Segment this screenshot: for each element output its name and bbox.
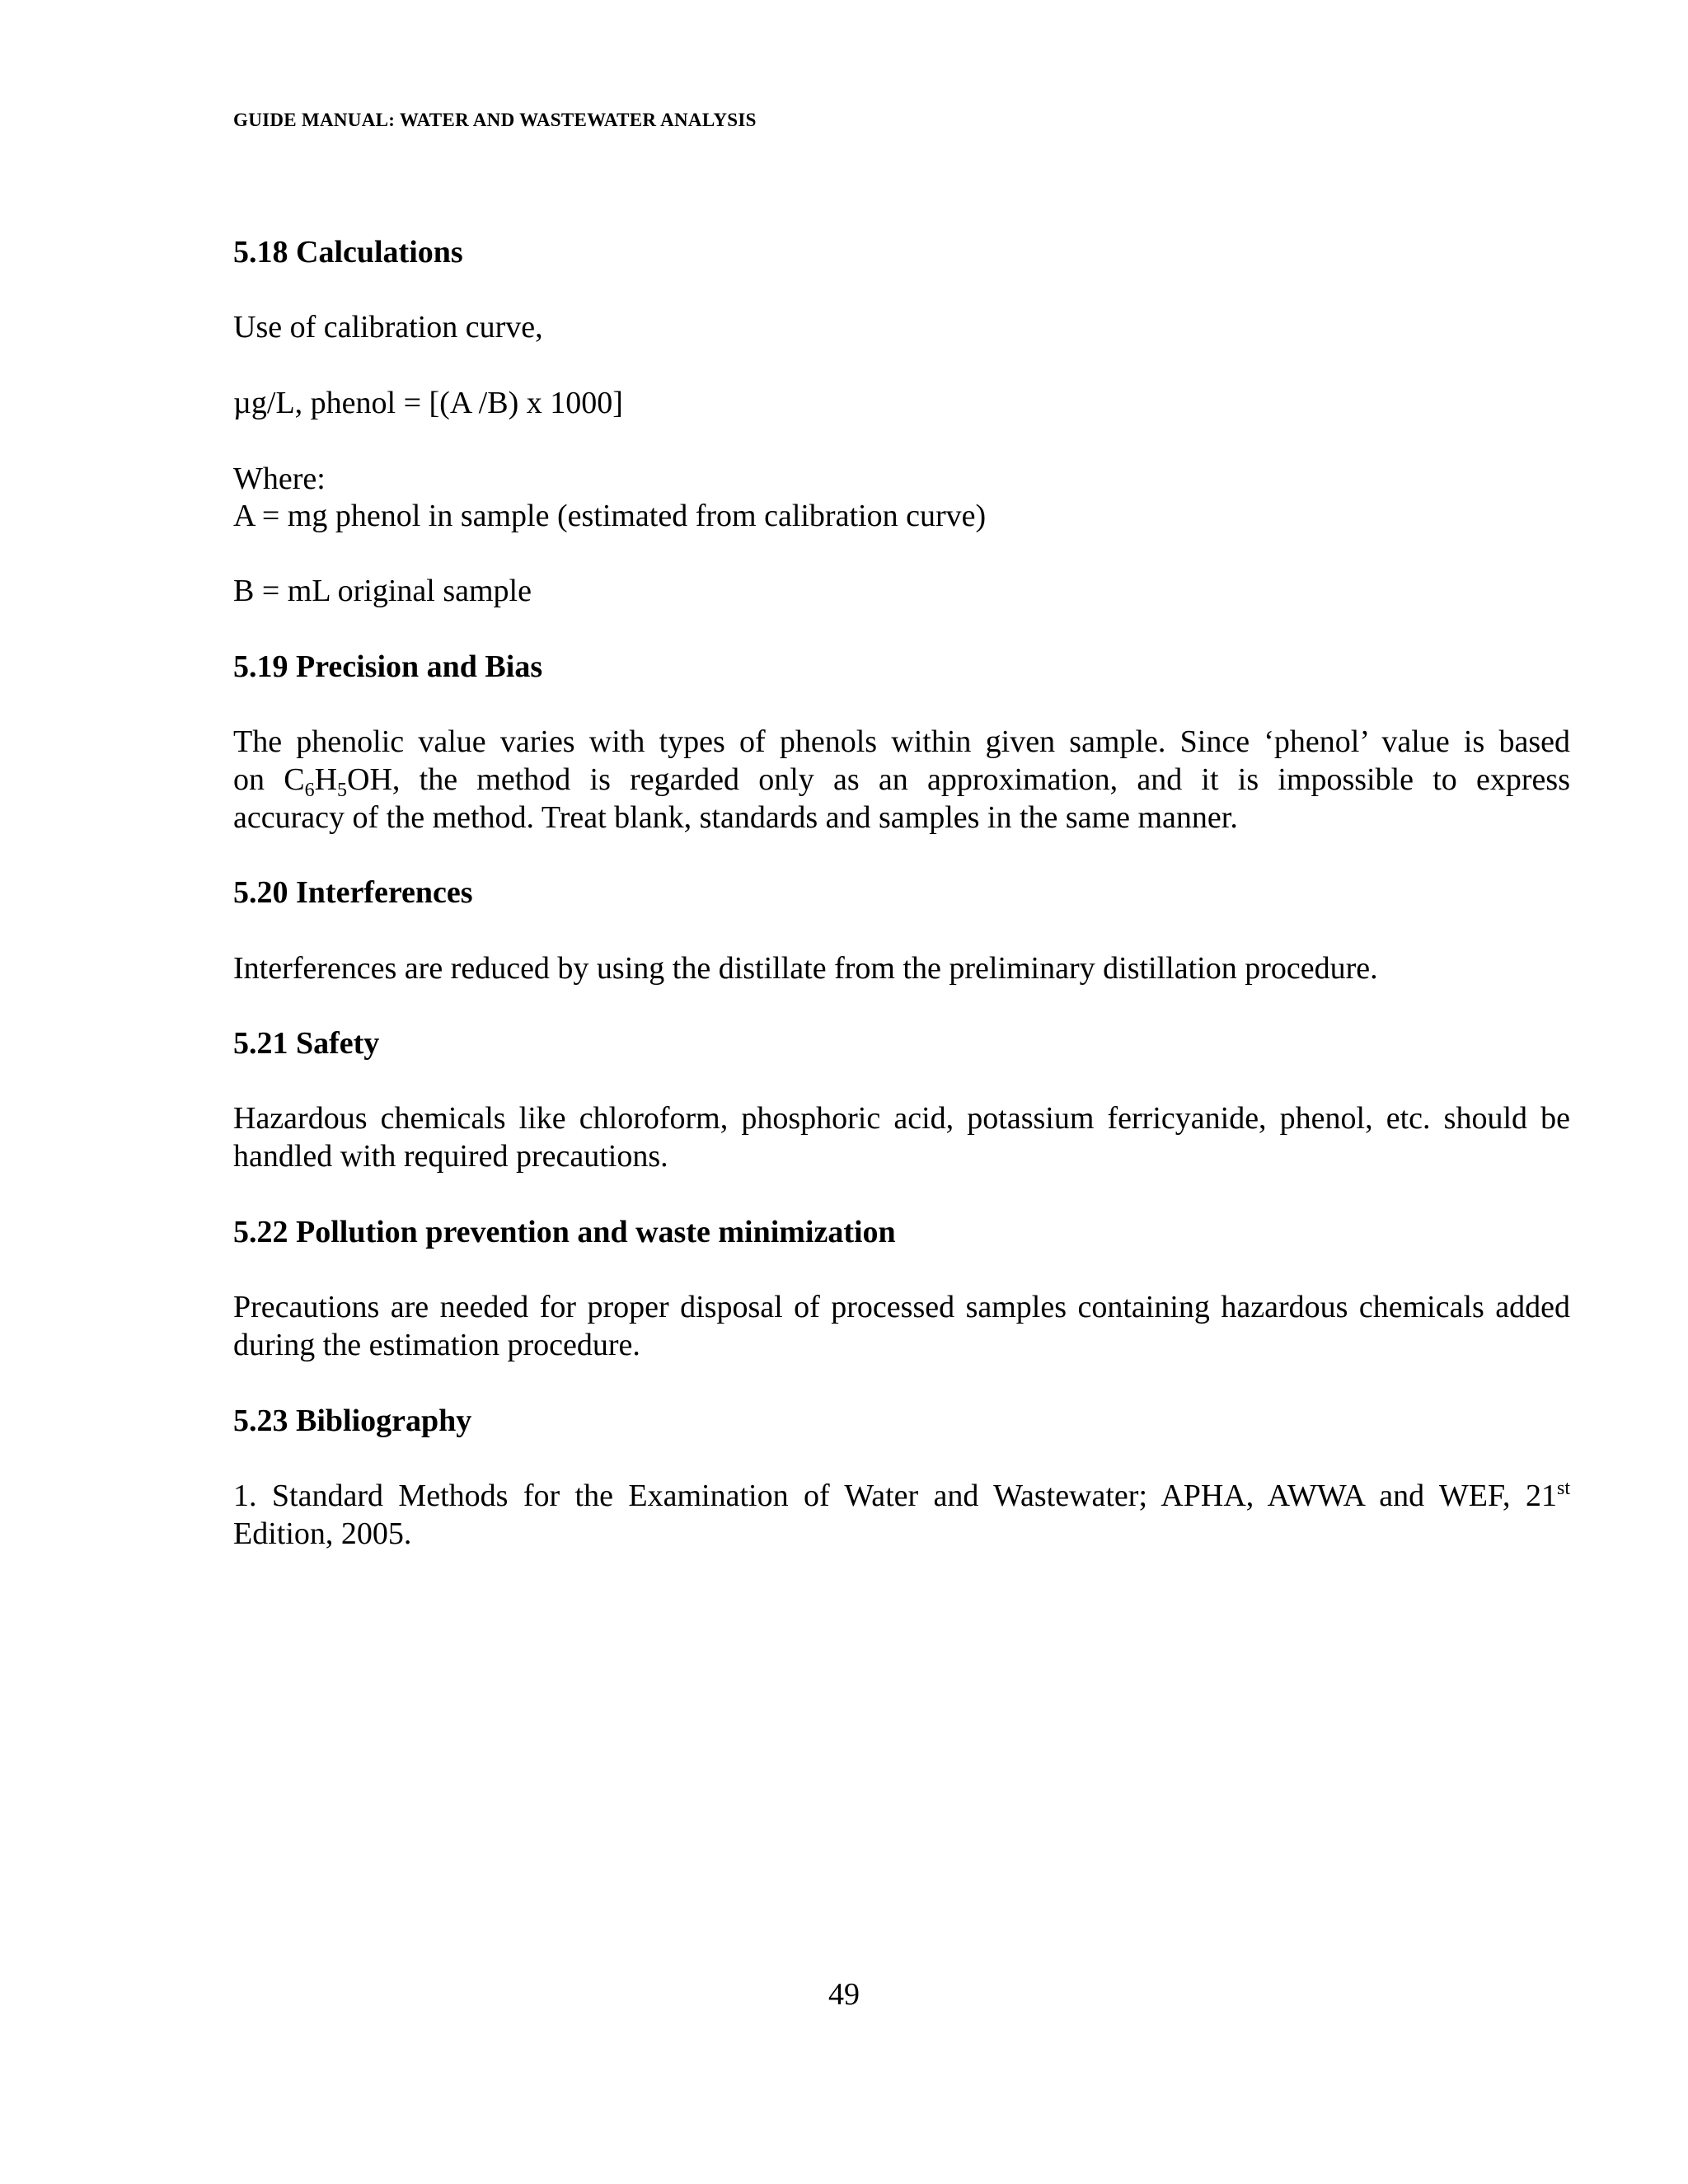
definition-b: B = mL original sample <box>233 574 532 608</box>
calculations-intro: Use of calibration curve, <box>233 310 543 344</box>
precision-line-3: accuracy of the method. Treat blank, standards and samples in the same manner. <box>233 800 1238 835</box>
bibliography-ref-1-line-2: Edition, 2005. <box>233 1516 412 1551</box>
safety-body: Hazardous chemicals like chloroform, phosphoric acid, potassium ferricyanide, phenol, etc. should be handled with required precautions. <box>233 1101 1570 1174</box>
pollution-body: Precautions are needed for proper disposal of processed samples containing hazardous chemicals added during the estimation procedure. <box>233 1290 1570 1362</box>
definition-a: A = mg phenol in sample (estimated from calibration curve) <box>233 499 987 533</box>
section-heading-calculations: 5.18 Calculations <box>233 235 463 269</box>
precision-line-2 <box>233 761 1570 799</box>
page-number: 49 <box>828 1977 860 2012</box>
bibliography-ref-1-text: 1. Standard Methods for the Examination of Water and Wastewater; APHA, AWWA and WEF, 21 <box>233 1479 1557 1513</box>
precision-line-2-post: OH, the method is regarded only as an approximation, and it is impossible to express <box>347 762 1570 797</box>
where-label: Where: <box>233 462 326 496</box>
interferences-body: Interferences are reduced by using the distillate from the preliminary distillation procedure. <box>233 951 1378 986</box>
subscript-carbon-count: 6 <box>304 780 315 801</box>
section-heading-bibliography: 5.23 Bibliography <box>233 1404 472 1438</box>
section-heading-interferences: 5.20 Interferences <box>233 875 473 910</box>
section-heading-pollution: 5.22 Pollution prevention and waste minimization <box>233 1215 896 1249</box>
subscript-hydrogen-count: 5 <box>337 780 348 801</box>
phenol-formula: µg/L, phenol = [(A /B) x 1000] <box>233 386 623 420</box>
section-heading-precision: 5.19 Precision and Bias <box>233 649 543 684</box>
bibliography-ref-1-line-1 <box>233 1477 1570 1515</box>
precision-line-1: The phenolic value varies with types of phenols within given sample. Since ‘phenol’ value is based <box>233 724 1570 759</box>
ordinal-superscript: st <box>1556 1478 1570 1499</box>
running-header: GUIDE MANUAL: WATER AND WASTEWATER ANALYSIS <box>233 110 757 130</box>
precision-line-2-mid: H <box>314 762 338 797</box>
section-heading-safety: 5.21 Safety <box>233 1026 380 1061</box>
precision-line-2-pre: on C <box>233 762 305 797</box>
